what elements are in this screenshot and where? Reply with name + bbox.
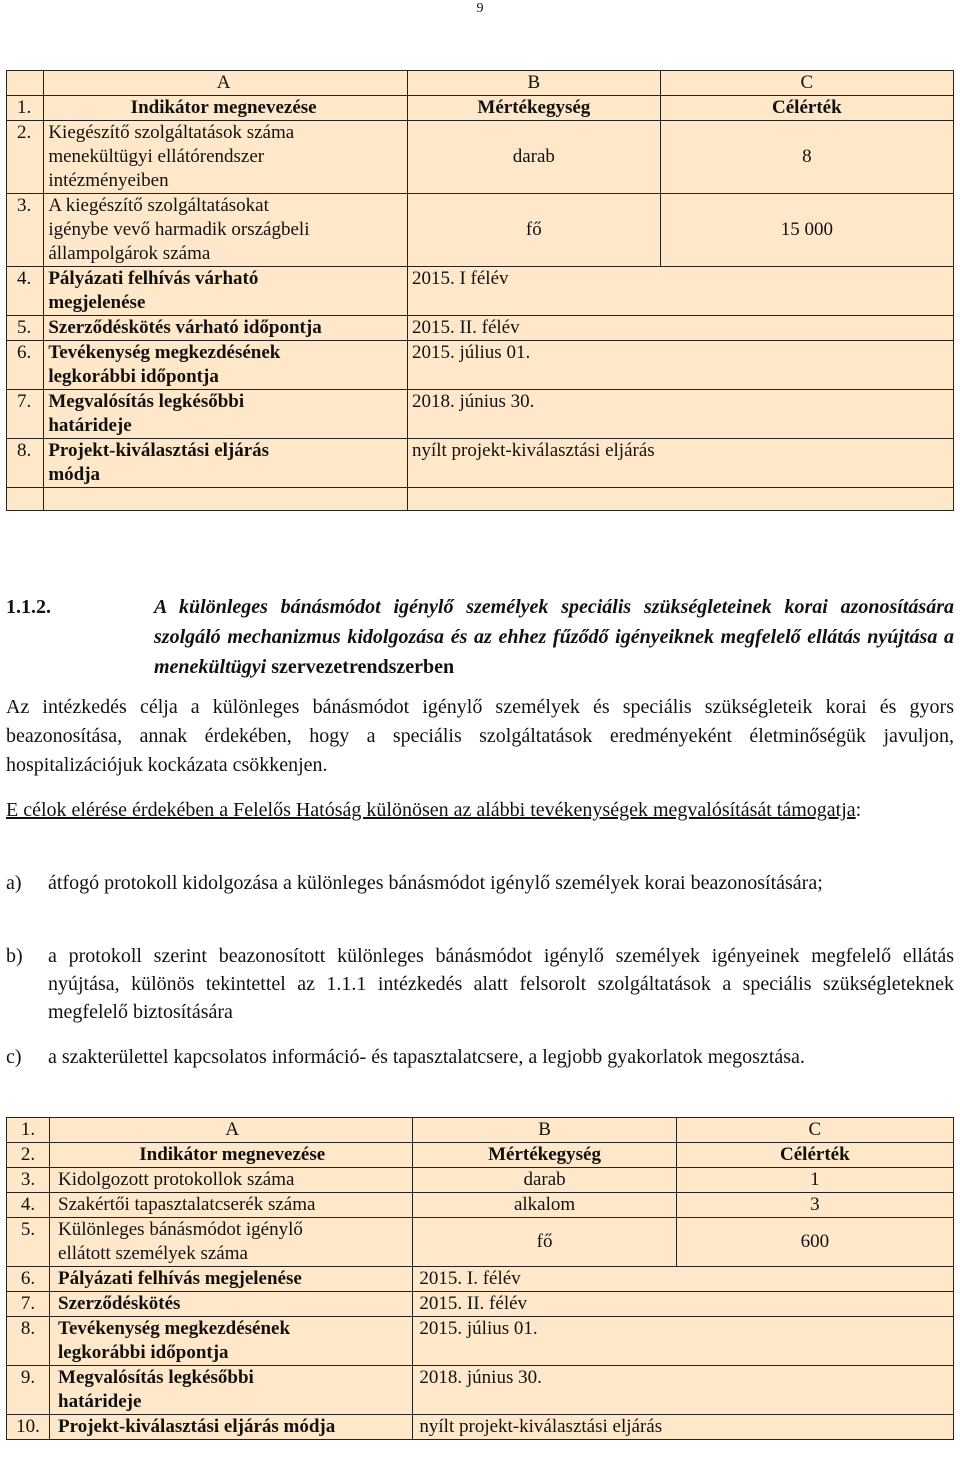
indicator-name: Szakértői tapasztalatcserék száma — [50, 1193, 413, 1218]
indicator-target: 1 — [676, 1168, 953, 1193]
list-item — [6, 869, 954, 897]
list-item-text: a protokoll szerint beazonosított különleges bánásmódot igénylő személyek igényeinek megfelelő ellátás nyújtása, különös tekintettel az 1.1.1 intézkedés alatt felsorolt szolgáltatások a speciális szükségleteknek megfelelő biztosítására — [48, 945, 954, 1023]
col-letter-b: B — [407, 71, 660, 96]
col-letter-b: B — [413, 1118, 676, 1143]
indicator-target: 15 000 — [660, 194, 953, 267]
row-num: 3. — [7, 1168, 50, 1193]
row-label: Megvalósítás legkésőbbi határideje — [44, 390, 408, 439]
col-letter-a: A — [50, 1118, 413, 1143]
row-value: 2015. I félév — [407, 267, 953, 316]
row-num: 6. — [7, 341, 44, 390]
cell-empty — [7, 71, 44, 96]
list-item-label: a) — [6, 872, 22, 894]
header-indicator-name: Indikátor megnevezése — [44, 96, 408, 121]
row-num: 10. — [7, 1415, 50, 1440]
list-item — [6, 942, 954, 1026]
header-unit: Mértékegység — [407, 96, 660, 121]
row-label: Pályázati felhívás várható megjelenése — [44, 267, 408, 316]
row-label: Szerződéskötés várható időpontja — [44, 316, 408, 341]
section-heading — [6, 592, 954, 682]
row-num: 2. — [7, 1143, 50, 1168]
row-num: 1. — [7, 1118, 50, 1143]
page-number: 9 — [476, 1, 484, 16]
section-title: A különleges bánásmódot igénylő személyek speciális szükségleteinek korai azonosítására szolgáló mechanizmus kidolgozása és az ehhez fűződő igényeiknek megfelelő ellátás nyújtása a menekültügyi szervezetrendszerben — [154, 596, 954, 678]
col-letter-c: C — [676, 1118, 953, 1143]
indicator-table-1 — [6, 70, 954, 511]
row-value: 2015. július 01. — [413, 1317, 954, 1366]
row-num: 3. — [7, 194, 44, 267]
row-value: nyílt projekt-kiválasztási eljárás — [413, 1415, 954, 1440]
row-label: Megvalósítás legkésőbbi határideje — [50, 1366, 413, 1415]
paragraph-activities-intro: E célok elérése érdekében a Felelős Hatóság különösen az alábbi tevékenységek megvalósítását támogatja: — [6, 799, 862, 821]
indicator-unit: alkalom — [413, 1193, 676, 1218]
row-num: 5. — [7, 1218, 50, 1267]
paragraph-goal: Az intézkedés célja a különleges bánásmódot igénylő személyek és speciális szükségleteik korai és gyors beazonosítása, annak érdekében, hogy a speciális szolgáltatások eredményeként életminőségük javuljon, hospitalizációjuk kockázata csökkenjen. — [6, 696, 954, 776]
row-num: 8. — [7, 439, 44, 488]
indicator-name: Kidolgozott protokollok száma — [50, 1168, 413, 1193]
row-label: Tevékenység megkezdésének legkorábbi időpontja — [44, 341, 408, 390]
indicator-name: Különleges bánásmódot igénylő ellátott személyek száma — [50, 1218, 413, 1267]
indicator-target: 8 — [660, 121, 953, 194]
row-value: 2015. I. félév — [413, 1267, 954, 1292]
list-item — [6, 1043, 954, 1071]
header-target: Célérték — [660, 96, 953, 121]
row-value: 2015. II. félév — [413, 1292, 954, 1317]
row-value: 2018. június 30. — [407, 390, 953, 439]
list-item-label: b) — [6, 945, 23, 967]
row-num: 7. — [7, 1292, 50, 1317]
list-item-label: c) — [6, 1046, 22, 1068]
col-letter-a: A — [44, 71, 408, 96]
indicator-target: 600 — [676, 1218, 953, 1267]
row-label: Projekt-kiválasztási eljárás módja — [44, 439, 408, 488]
indicator-name: Kiegészítő szolgáltatások száma menekültügyi ellátórendszer intézményeiben — [44, 121, 408, 194]
row-num: 7. — [7, 390, 44, 439]
indicator-unit: fő — [413, 1218, 676, 1267]
row-label: Szerződéskötés — [50, 1292, 413, 1317]
row-label: Projekt-kiválasztási eljárás módja — [50, 1415, 413, 1440]
cell-empty — [7, 488, 44, 511]
row-value: 2015. július 01. — [407, 341, 953, 390]
row-label: Pályázati felhívás megjelenése — [50, 1267, 413, 1292]
row-value: 2015. II. félév — [407, 316, 953, 341]
col-letter-c: C — [660, 71, 953, 96]
row-num: 9. — [7, 1366, 50, 1415]
indicator-target: 3 — [676, 1193, 953, 1218]
header-indicator-name: Indikátor megnevezése — [50, 1143, 413, 1168]
indicator-unit: darab — [407, 121, 660, 194]
section-number: 1.1.2. — [6, 596, 51, 618]
row-num: 4. — [7, 267, 44, 316]
indicator-unit: fő — [407, 194, 660, 267]
cell-empty — [44, 488, 408, 511]
indicator-unit: darab — [413, 1168, 676, 1193]
row-num: 8. — [7, 1317, 50, 1366]
list-item-text: a szakterülettel kapcsolatos információ- és tapasztalatcsere, a legjobb gyakorlatok megosztása. — [48, 1046, 805, 1068]
header-target: Célérték — [676, 1143, 953, 1168]
row-num: 4. — [7, 1193, 50, 1218]
cell-empty — [407, 488, 953, 511]
row-value: nyílt projekt-kiválasztási eljárás — [407, 439, 953, 488]
indicator-table-2 — [6, 1117, 954, 1440]
row-num: 5. — [7, 316, 44, 341]
row-num: 6. — [7, 1267, 50, 1292]
row-num: 1. — [7, 96, 44, 121]
row-num: 2. — [7, 121, 44, 194]
row-value: 2018. június 30. — [413, 1366, 954, 1415]
indicator-name: A kiegészítő szolgáltatásokat igénybe vevő harmadik országbeli állampolgárok száma — [44, 194, 408, 267]
row-label: Tevékenység megkezdésének legkorábbi időpontja — [50, 1317, 413, 1366]
list-item-text: átfogó protokoll kidolgozása a különleges bánásmódot igénylő személyek korai beazonosítására; — [48, 872, 823, 894]
header-unit: Mértékegység — [413, 1143, 676, 1168]
